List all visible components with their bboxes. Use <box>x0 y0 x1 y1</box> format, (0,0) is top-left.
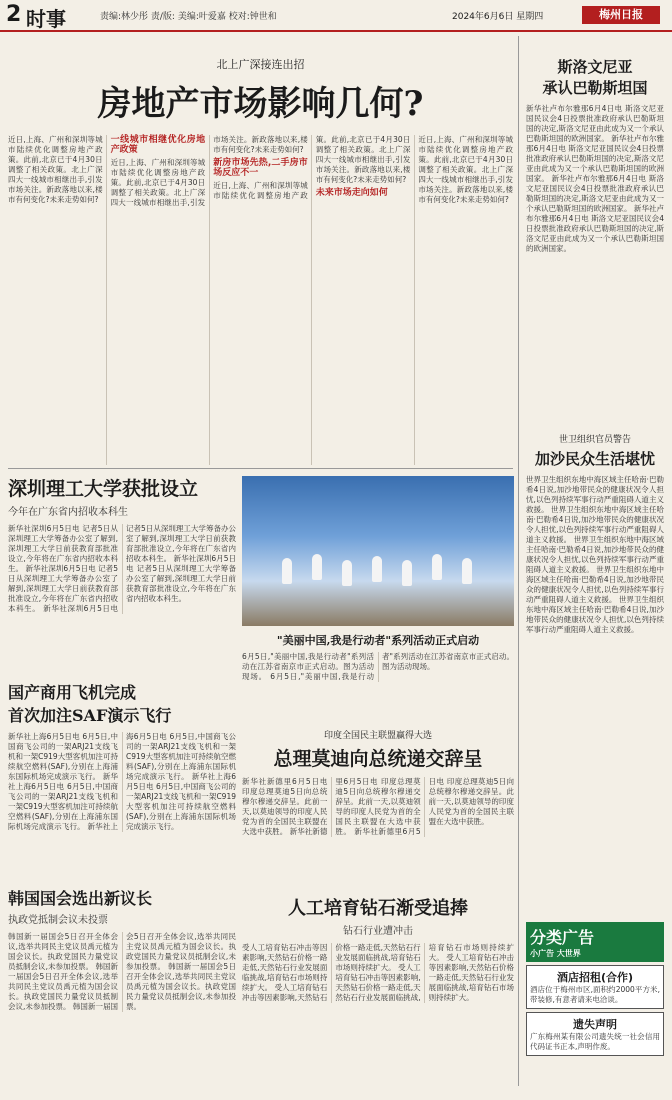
photo-body: 6月5日,"美丽中国,我是行动者"系列活动在江苏省南京市正式启动。图为活动现场。 6月5日,"美丽中国,我是行动者"系列活动在江苏省南京市正式启动。图为活动现场。 <box>242 652 514 681</box>
slovenia-title-1: 斯洛文尼亚 <box>557 58 633 76</box>
lead-body: 近日,上海、广州和深圳等城市陆续优化调整房地产政策。此前,北京已于4月30日调整了相关政策。北上广深四大一线城市相继出手,引发市场关注。新政落地以来,楼市有何变化?未来走势如何? 一线城市相继优化房地产政策 近日,上海、广州和深圳等城市陆续优化调整房地产政策。此前,北京已于4月30日调整了相关政策。北上广深四大一线城市相继出手,引发市场关注。新政落地以来,楼市有何变化?未来走势如何? 新房市场先热,二手房市场反应不一 近日,上海、广州和深圳等城市陆续优化调整房地产政策。此前,北京已于4月30日调整了相关政策。北上广深四大一线城市相继出手,引发市场关注。新政落地以来,楼市有何变化?未来走势如何? 未来市场走向如何 近日,上海、广州和深圳等城市陆续优化调整房地产政策。此前,北京已于4月30日调整了相关政策。北上广深四大一线城市相继出手,引发市场关注。新政落地以来,楼市有何变化?未来走势如何? <box>8 135 513 207</box>
diamond-subtitle: 钻石行业遭冲击 <box>343 926 413 937</box>
ad-hotel: 酒店招租(合作) 酒店位于梅州市区,面积约2000平方米,带装修,有意者请来电洽谈。 <box>526 965 664 1009</box>
diamond-title: 人工培育钻石渐受追捧 <box>288 898 468 919</box>
india-body: 新华社新德里6月5日电 印度总理莫迪5日向总统穆尔穆递交辞呈。此前一天,以莫迪领导的印度人民党为首的全国民主联盟在大选中获胜。 新华社新德里6月5日电 印度总理莫迪5日向总统穆尔穆递交辞呈。此前一天,以莫迪领导的印度人民党为首的全国民主联盟在大选中获胜。 新华社新德里6月5日电 印度总理莫迪5日向总统穆尔穆递交辞呈。此前一天,以莫迪领导的印度人民党为首的全国民主联盟在大选中获胜。 <box>242 777 514 836</box>
india-kicker: 印度全国民主联盟赢得大选 <box>323 731 432 741</box>
page-header <box>0 0 672 32</box>
newspaper-logo: 梅州日报 <box>582 6 660 24</box>
saf-title-2: 首次加注SAF演示飞行 <box>8 706 172 725</box>
saf-title-1: 国产商用飞机完成 <box>8 683 137 702</box>
korea-title: 韩国国会选出新议长 <box>8 889 153 908</box>
szut-article <box>8 474 236 674</box>
lead-headline: 房地产市场影响几何? <box>97 84 424 124</box>
lead-kicker: 北上广深接连出招 <box>216 58 305 71</box>
korea-subtitle: 执政党抵制会议未投票 <box>8 915 108 926</box>
gaza-article <box>526 432 664 812</box>
slovenia-article <box>526 56 664 426</box>
szut-body: 新华社深圳6月5日电 记者5日从深圳理工大学筹备办公室了解到,深圳理工大学日前获教育部批准设立,今年将在广东省内招收本科生。 新华社深圳6月5日电 记者5日从深圳理工大学筹备办公室了解到,深圳理工大学日前获教育部批准设立,今年将在广东省内招收本科生。 新华社深圳6月5日电 记者5日从深圳理工大学筹备办公室了解到,深圳理工大学日前获教育部批准设立,今年将在广东省内招收本科生。 新华社深圳6月5日电 记者5日从深圳理工大学筹备办公室了解到,深圳理工大学日前获教育部批准设立,今年将在广东省内招收本科生。 <box>8 524 236 613</box>
lead-subhead-1: 一线城市相继优化房地产政策 <box>110 135 206 155</box>
india-title: 总理莫迪向总统递交辞呈 <box>273 748 483 770</box>
slovenia-title-2: 承认巴勒斯坦国 <box>542 79 648 97</box>
szut-subtitle: 今年在广东省内招收本科生 <box>8 507 128 518</box>
ads-banner: 分类广告 小广告 大世界 <box>526 922 664 962</box>
classified-ads <box>526 922 664 1092</box>
gaza-title: 加沙民众生活堪忧 <box>534 450 655 468</box>
india-article <box>242 728 514 888</box>
korea-article <box>8 886 236 1086</box>
issue-date: 2024年6月6日 星期四 <box>452 12 544 22</box>
saf-body: 新华社上海6月5日电 6月5日,中国商飞公司的一架ARJ21支线飞机和一架C919大型客机加注可持续航空燃料(SAF),分别在上海浦东国际机场完成演示飞行。 新华社上海6月5日电 6月5日,中国商飞公司的一架ARJ21支线飞机和一架C919大型客机加注可持续航空燃料(SAF),分别在上海浦东国际机场完成演示飞行。 新华社上海6月5日电 6月5日,中国商飞公司的一架ARJ21支线飞机和一架C919大型客机加注可持续航空燃料(SAF),分别在上海浦东国际机场完成演示飞行。 新华社上海6月5日电 6月5日,中国商飞公司的一架ARJ21支线飞机和一架C919大型客机加注可持续航空燃料(SAF),分别在上海浦东国际机场完成演示飞行。 <box>8 732 236 831</box>
gaza-kicker: 世卫组织官员警告 <box>558 435 631 445</box>
diamond-article <box>242 894 514 1094</box>
photo-caption: "美丽中国,我是行动者"系列活动正式启动 <box>276 634 480 647</box>
saf-article <box>8 680 236 880</box>
slovenia-body: 新华社卢布尔雅那6月4日电 斯洛文尼亚国民议会4日投票批准政府承认巴勒斯坦国的决定,斯洛文尼亚由此成为又一个承认巴勒斯坦国的欧洲国家。 新华社卢布尔雅那6月4日电 斯洛文尼亚国民议会4日投票批准政府承认巴勒斯坦国的决定,斯洛文尼亚由此成为又一个承认巴勒斯坦国的欧洲国家。 新华社卢布尔雅那6月4日电 斯洛文尼亚国民议会4日投票批准政府承认巴勒斯坦国的决定,斯洛文尼亚由此成为又一个承认巴勒斯坦国的欧洲国家。 新华社卢布尔雅那6月4日电 斯洛文尼亚国民议会4日投票批准政府承认巴勒斯坦国的决定,斯洛文尼亚由此成为又一个承认巴勒斯坦国的欧洲国家。 <box>526 104 664 253</box>
ad-lost: 遗失声明 广东梅州某有限公司遗失统一社会信用代码证书正本,声明作废。 <box>526 1012 664 1056</box>
korea-body: 韩国新一届国会5日召开全体会议,选举共同民主党议员禹元植为国会议长。执政党国民力量党议员抵制会议,未参加投票。 韩国新一届国会5日召开全体会议,选举共同民主党议员禹元植为国会议长。执政党国民力量党议员抵制会议,未参加投票。 韩国新一届国会5日召开全体会议,选举共同民主党议员禹元植为国会议长。执政党国民力量党议员抵制会议,未参加投票。 韩国新一届国会5日召开全体会议,选举共同民主党议员禹元植为国会议长。执政党国民力量党议员抵制会议,未参加投票。 <box>8 932 236 1011</box>
section-title: 时事 <box>26 7 66 31</box>
diamond-body: 受人工培育钻石冲击等因素影响,天然钻石价格一路走低,天然钻石行业发展面临挑战,培育钻石市场则持续扩大。 受人工培育钻石冲击等因素影响,天然钻石价格一路走低,天然钻石行业发展面临挑战,培育钻石市场则持续扩大。 受人工培育钻石冲击等因素影响,天然钻石价格一路走低,天然钻石行业发展面临挑战,培育钻石市场则持续扩大。 受人工培育钻石冲击等因素影响,天然钻石价格一路走低,天然钻石行业发展面临挑战,培育钻石市场则持续扩大。 <box>242 943 514 1002</box>
event-photo <box>242 476 514 626</box>
lead-subhead-2: 新房市场先热,二手房市场反应不一 <box>213 158 308 178</box>
szut-title: 深圳理工大学获批设立 <box>8 478 199 500</box>
lead-article <box>8 56 513 466</box>
editors-line: 责编:林少彤 责/版: 美编:叶爱嘉 校对:钟世和 <box>100 12 277 22</box>
photo-story <box>242 632 514 722</box>
lead-subhead-3: 未来市场走向如何 <box>315 188 388 198</box>
gaza-body: 世界卫生组织东地中海区域主任哈南·巴勒希4日说,加沙地带民众的健康状况令人担忧,以色列持续军事行动严重阻碍人道主义救援。 世界卫生组织东地中海区域主任哈南·巴勒希4日说,加沙地带民众的健康状况令人担忧,以色列持续军事行动严重阻碍人道主义救援。 世界卫生组织东地中海区域主任哈南·巴勒希4日说,加沙地带民众的健康状况令人担忧,以色列持续军事行动严重阻碍人道主义救援。 世界卫生组织东地中海区域主任哈南·巴勒希4日说,加沙地带民众的健康状况令人担忧,以色列持续军事行动严重阻碍人道主义救援。 世界卫生组织东地中海区域主任哈南·巴勒希4日说,加沙地带民众的健康状况令人担忧,以色列持续军事行动严重阻碍人道主义救援。 <box>526 475 664 634</box>
page-number: 2 <box>6 2 22 27</box>
